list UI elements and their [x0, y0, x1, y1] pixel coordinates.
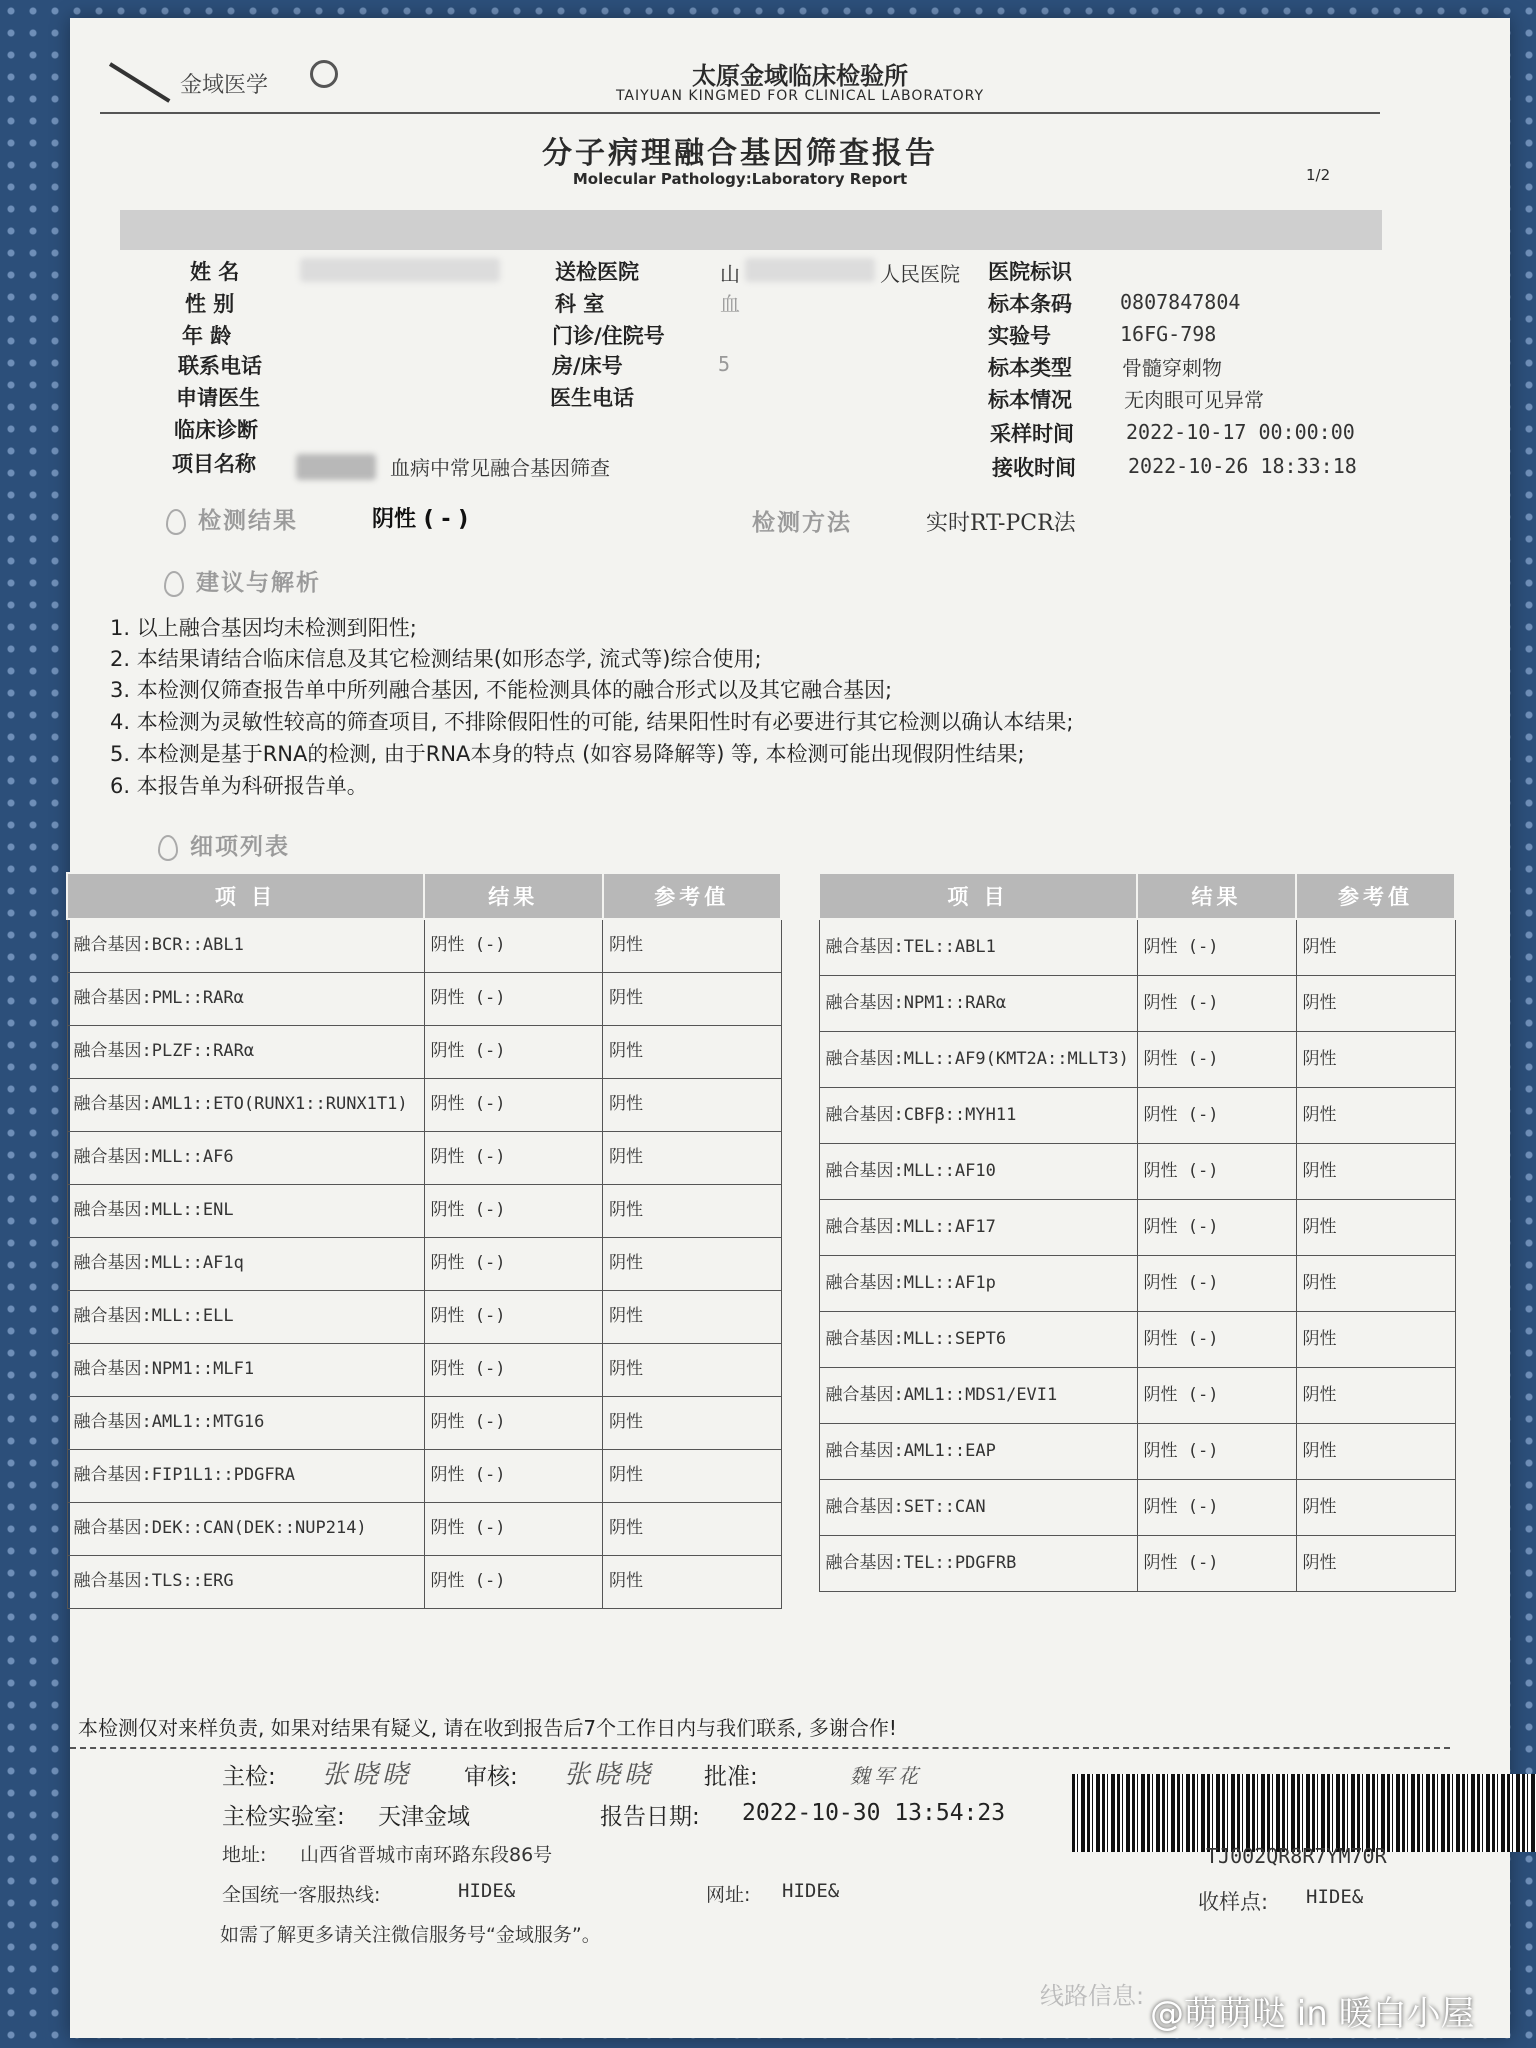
cell-item: 融合基因:MLL::SEPT6 — [819, 1311, 1137, 1367]
hospital-value-b: 人民医院 — [880, 262, 960, 286]
item-name-label: 项目名称 — [172, 452, 256, 476]
table-row — [819, 1255, 1455, 1311]
table-row — [67, 919, 781, 972]
details-heading — [158, 828, 290, 861]
sample-barcode-value: 0807847804 — [1120, 290, 1241, 314]
lab-name-cn: 太原金域临床检验所 — [692, 62, 908, 90]
cell-item: 融合基因:MLL::AF6 — [67, 1131, 424, 1184]
report-code: TJ002QR8R7YM70R — [1206, 1844, 1387, 1868]
diagnosis-label: 临床诊断 — [174, 418, 258, 442]
result-heading — [166, 502, 298, 535]
cell-result: 阴性 (-) — [424, 919, 603, 972]
cell-result: 阴性 (-) — [1137, 1423, 1296, 1479]
collect-point-value: HIDE& — [1306, 1886, 1364, 1908]
hospital-label: 送检医院 — [555, 260, 639, 284]
collect-time-value: 2022-10-17 00:00:00 — [1126, 420, 1355, 444]
cell-ref: 阴性 — [1296, 919, 1455, 975]
table-row — [67, 1449, 781, 1502]
report-date-label: 报告日期: — [600, 1804, 700, 1830]
cell-item: 融合基因:FIP1L1::PDGFRA — [67, 1449, 424, 1502]
cell-ref: 阴性 — [1296, 1423, 1455, 1479]
droplet-icon — [164, 571, 184, 597]
advice-heading-text: 建议与解析 — [196, 570, 321, 596]
lab-no-value: 16FG-798 — [1120, 322, 1217, 346]
cell-item: 融合基因:MLL::AF1q — [67, 1237, 424, 1290]
droplet-icon — [158, 835, 178, 861]
cell-item: 融合基因:SET::CAN — [819, 1479, 1137, 1535]
table-header-row — [67, 873, 781, 919]
cell-ref: 阴性 — [1296, 1031, 1455, 1087]
table-row — [819, 1199, 1455, 1255]
cell-ref: 阴性 — [1296, 1143, 1455, 1199]
receive-time-label: 接收时间 — [992, 456, 1076, 480]
gender-label: 性 别 — [185, 292, 235, 316]
cell-ref: 阴性 — [603, 1237, 782, 1290]
table-row — [819, 975, 1455, 1031]
redacted-name — [300, 258, 500, 282]
cell-ref: 阴性 — [1296, 1087, 1455, 1143]
droplet-icon — [166, 509, 186, 535]
method-label: 检测方法 — [752, 510, 852, 536]
table-row — [67, 1396, 781, 1449]
details-heading-text: 细项列表 — [190, 834, 290, 860]
watermark: @萌萌哒 in 暖白小屋 — [1150, 1994, 1475, 2034]
cell-item: 融合基因:TEL::PDGFRB — [819, 1535, 1137, 1591]
cell-result: 阴性 (-) — [424, 1343, 603, 1396]
cell-ref: 阴性 — [1296, 1199, 1455, 1255]
dept-label: 科 室 — [555, 292, 605, 316]
cell-ref: 阴性 — [1296, 1479, 1455, 1535]
table-row — [67, 1502, 781, 1555]
cell-item: 融合基因:MLL::AF1p — [819, 1255, 1137, 1311]
col-header-result: 结果 — [1137, 873, 1296, 919]
advice-item: 3. 本检测仅筛查报告单中所列融合基因, 不能检测具体的融合形式以及其它融合基因; — [110, 678, 893, 702]
cell-item: 融合基因:MLL::ENL — [67, 1184, 424, 1237]
cell-result: 阴性 (-) — [424, 1396, 603, 1449]
cell-item: 融合基因:PLZF::RARα — [67, 1025, 424, 1078]
advice-item: 5. 本检测是基于RNA的检测, 由于RNA本身的特点 (如容易降解等) 等, 本检测可能出现假阴性结果; — [110, 742, 1025, 766]
col-header-result: 结果 — [424, 873, 603, 919]
main-lab-label: 主检实验室: — [222, 1804, 345, 1830]
address-value: 山西省晋城市南环路东段86号 — [300, 1844, 553, 1866]
lab-no-label: 实验号 — [988, 324, 1051, 348]
cell-result: 阴性 (-) — [1137, 1087, 1296, 1143]
result-label: 检测结果 — [198, 508, 298, 534]
cell-result: 阴性 (-) — [1137, 1255, 1296, 1311]
advice-heading — [164, 564, 321, 597]
address-label: 地址: — [222, 1844, 267, 1866]
cell-ref: 阴性 — [603, 1449, 782, 1502]
cell-result: 阴性 (-) — [1137, 919, 1296, 975]
table-row — [819, 1031, 1455, 1087]
logo-text: 金域医学 — [180, 73, 269, 98]
cell-result: 阴性 (-) — [1137, 1311, 1296, 1367]
fusion-gene-table-left — [66, 872, 782, 1609]
cell-result: 阴性 (-) — [424, 1502, 603, 1555]
website-label: 网址: — [706, 1884, 751, 1906]
receive-time-value: 2022-10-26 18:33:18 — [1128, 454, 1357, 478]
cell-ref: 阴性 — [1296, 1535, 1455, 1591]
main-lab-value: 天津金域 — [378, 1804, 470, 1830]
cell-ref: 阴性 — [1296, 975, 1455, 1031]
sample-type-value: 骨髓穿刺物 — [1122, 356, 1222, 380]
cell-result: 阴性 (-) — [1137, 1535, 1296, 1591]
table-row — [67, 1078, 781, 1131]
cell-result: 阴性 (-) — [1137, 1031, 1296, 1087]
hotline-value: HIDE& — [458, 1880, 516, 1902]
cell-result: 阴性 (-) — [1137, 975, 1296, 1031]
cell-item: 融合基因:PML::RARα — [67, 972, 424, 1025]
cell-item: 融合基因:MLL::AF17 — [819, 1199, 1137, 1255]
cell-result: 阴性 (-) — [1137, 1367, 1296, 1423]
cell-item: 融合基因:MLL::ELL — [67, 1290, 424, 1343]
page-number: 1/2 — [1306, 166, 1331, 184]
cell-ref: 阴性 — [603, 1078, 782, 1131]
table-row — [819, 1311, 1455, 1367]
cell-result: 阴性 (-) — [424, 1449, 603, 1502]
cell-item: 融合基因:AML1::EAP — [819, 1423, 1137, 1479]
website-value: HIDE& — [782, 1880, 840, 1902]
table-row — [819, 1367, 1455, 1423]
cell-item: 融合基因:TLS::ERG — [67, 1555, 424, 1608]
cell-result: 阴性 (-) — [424, 1184, 603, 1237]
cell-result: 阴性 (-) — [424, 1555, 603, 1608]
wechat-note: 如需了解更多请关注微信服务号“金域服务”。 — [220, 1924, 601, 1946]
table-row — [67, 972, 781, 1025]
cell-result: 阴性 (-) — [1137, 1479, 1296, 1535]
route-info: 线路信息: — [1040, 1982, 1145, 2010]
table-row — [819, 1087, 1455, 1143]
report-barcode — [1072, 1774, 1536, 1852]
table-row — [819, 919, 1455, 975]
cell-ref: 阴性 — [1296, 1367, 1455, 1423]
cell-item: 融合基因:MLL::AF10 — [819, 1143, 1137, 1199]
cell-item: 融合基因:TEL::ABL1 — [819, 919, 1137, 975]
redacted-hospital — [745, 258, 875, 282]
col-header-ref: 参考值 — [603, 873, 782, 919]
age-label: 年 龄 — [182, 324, 232, 348]
sample-type-label: 标本类型 — [988, 356, 1072, 380]
cell-item: 融合基因:AML1::MTG16 — [67, 1396, 424, 1449]
advice-item: 6. 本报告单为科研报告单。 — [110, 774, 368, 798]
cell-ref: 阴性 — [603, 1025, 782, 1078]
cell-ref: 阴性 — [603, 1555, 782, 1608]
advice-item: 2. 本结果请结合临床信息及其它检测结果(如形态学, 流式等)综合使用; — [110, 647, 762, 671]
table-row — [819, 1143, 1455, 1199]
collect-point-label: 收样点: — [1198, 1890, 1269, 1914]
report-date-value: 2022-10-30 13:54:23 — [742, 1800, 1006, 1826]
cell-ref: 阴性 — [603, 972, 782, 1025]
hospital-id-label: 医院标识 — [988, 260, 1072, 284]
cell-ref: 阴性 — [1296, 1311, 1455, 1367]
cell-item: 融合基因:CBFβ::MYH11 — [819, 1087, 1137, 1143]
advice-item: 1. 以上融合基因均未检测到阳性; — [110, 616, 417, 640]
result-value: 阴性 ( - ) — [372, 507, 469, 532]
sample-barcode-label: 标本条码 — [988, 292, 1072, 316]
doctor-label: 申请医生 — [176, 386, 260, 410]
review-signature: 张晓晓 — [564, 1760, 655, 1790]
basic-info-bar — [120, 210, 1382, 250]
doctor-phone-label: 医生电话 — [550, 386, 634, 410]
table-row — [67, 1131, 781, 1184]
logo-circle-icon — [310, 60, 338, 88]
hospital-value-a: 山 — [720, 262, 740, 286]
dept-value: 血 — [720, 292, 740, 316]
table-header-row — [819, 873, 1455, 919]
fusion-gene-table-right — [818, 872, 1456, 1592]
chief-label: 主检: — [222, 1764, 276, 1790]
lab-name-en: TAIYUAN KINGMED FOR CLINICAL LABORATORY — [615, 88, 985, 104]
cell-result: 阴性 (-) — [424, 1078, 603, 1131]
bed-label: 房/床号 — [552, 354, 623, 378]
cell-ref: 阴性 — [603, 1396, 782, 1449]
cell-result: 阴性 (-) — [424, 1290, 603, 1343]
table-row — [67, 1237, 781, 1290]
table-row — [819, 1423, 1455, 1479]
cell-ref: 阴性 — [1296, 1255, 1455, 1311]
cell-ref: 阴性 — [603, 919, 782, 972]
dashed-divider — [70, 1747, 1450, 1749]
chief-signature: 张晓晓 — [322, 1760, 413, 1790]
cell-ref: 阴性 — [603, 1502, 782, 1555]
table-row — [67, 1290, 781, 1343]
kingmed-logo — [110, 52, 370, 112]
cell-result: 阴性 (-) — [424, 1237, 603, 1290]
cell-ref: 阴性 — [603, 1131, 782, 1184]
cell-result: 阴性 (-) — [424, 972, 603, 1025]
cell-item: 融合基因:NPM1::MLF1 — [67, 1343, 424, 1396]
table-row — [67, 1184, 781, 1237]
report-title: 分子病理融合基因筛查报告 — [542, 136, 938, 171]
sample-status-value: 无肉眼可见异常 — [1124, 388, 1264, 412]
table-row — [819, 1479, 1455, 1535]
review-label: 审核: — [464, 1764, 518, 1790]
cell-item: 融合基因:DEK::CAN(DEK::NUP214) — [67, 1502, 424, 1555]
cell-item: 融合基因:MLL::AF9(KMT2A::MLLT3) — [819, 1031, 1137, 1087]
cell-item: 融合基因:AML1::MDS1/EVI1 — [819, 1367, 1137, 1423]
table-row — [67, 1555, 781, 1608]
item-name-value: 血病中常见融合基因筛查 — [390, 456, 610, 480]
clinic-no-label: 门诊/住院号 — [552, 324, 665, 348]
cell-result: 阴性 (-) — [1137, 1199, 1296, 1255]
col-header-ref: 参考值 — [1296, 873, 1455, 919]
redacted-item-prefix — [296, 454, 376, 480]
logo-slash-mark — [109, 62, 170, 102]
bed-value: 5 — [718, 352, 731, 376]
cell-ref: 阴性 — [603, 1184, 782, 1237]
disclaimer-note: 本检测仅对来样负责, 如果对结果有疑义, 请在收到报告后7个工作日内与我们联系, 多谢合作! — [78, 1716, 897, 1740]
table-row — [819, 1535, 1455, 1591]
cell-item: 融合基因:BCR::ABL1 — [67, 919, 424, 972]
sample-status-label: 标本情况 — [988, 388, 1072, 412]
header-divider — [100, 112, 1380, 114]
table-row — [67, 1343, 781, 1396]
cell-item: 融合基因:NPM1::RARα — [819, 975, 1137, 1031]
table-row — [67, 1025, 781, 1078]
cell-ref: 阴性 — [603, 1290, 782, 1343]
collect-time-label: 采样时间 — [990, 422, 1074, 446]
report-subtitle: Molecular Pathology:Laboratory Report — [572, 170, 908, 188]
col-header-item: 项 目 — [67, 873, 424, 919]
cell-result: 阴性 (-) — [424, 1131, 603, 1184]
cell-item: 融合基因:AML1::ETO(RUNX1::RUNX1T1) — [67, 1078, 424, 1131]
hotline-label: 全国统一客服热线: — [222, 1884, 381, 1906]
cell-ref: 阴性 — [603, 1343, 782, 1396]
col-header-item: 项 目 — [819, 873, 1137, 919]
cell-result: 阴性 (-) — [424, 1025, 603, 1078]
phone-label: 联系电话 — [178, 354, 262, 378]
method-value: 实时RT-PCR法 — [926, 511, 1076, 536]
advice-item: 4. 本检测为灵敏性较高的筛查项目, 不排除假阳性的可能, 结果阳性时有必要进行其它检测以确认本结果; — [110, 710, 1074, 734]
approve-signature: 魏军花 — [850, 1764, 922, 1788]
approve-label: 批准: — [704, 1764, 758, 1790]
name-label: 姓 名 — [190, 260, 240, 284]
cell-result: 阴性 (-) — [1137, 1143, 1296, 1199]
